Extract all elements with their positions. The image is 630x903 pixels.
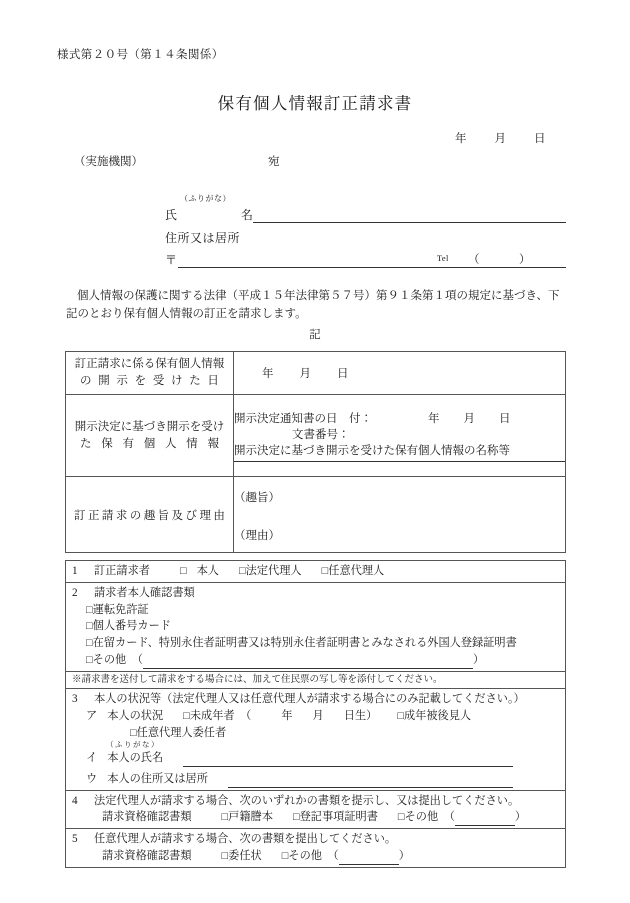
address-input-rule[interactable] xyxy=(178,267,566,268)
item1-number: 1 xyxy=(72,565,78,577)
label-disclosed-personal-info xyxy=(66,395,234,477)
item1-option-statutory-agent: 法定代理人 xyxy=(245,565,302,577)
checkbox-family-register-icon[interactable]: □ xyxy=(221,811,229,824)
checkbox-power-of-attorney-icon[interactable]: □ xyxy=(221,849,229,862)
label-purpose-and-reason: 訂 正 請 求 の 趣 旨 及 び 理 由 xyxy=(66,477,234,553)
item3-option-adult-ward: 成年被後見人 xyxy=(403,709,472,722)
item4-label: 法定代理人が請求する場合、次のいずれかの書類を提示し、又は提出してください。 xyxy=(94,794,520,807)
table-row-disclosure-date xyxy=(66,352,566,395)
item4-doc-label: 請求資格確認書類 xyxy=(102,811,192,824)
checklist-row-3 xyxy=(66,689,566,790)
request-details-table xyxy=(65,351,566,553)
table-row-disclosed-info xyxy=(66,395,566,477)
date-day-label: 日 xyxy=(534,133,546,145)
item2-option-drivers-license: 運転免許証 xyxy=(92,603,149,616)
item3-principal-name-rule[interactable] xyxy=(183,766,513,767)
notice-date-day: 日 xyxy=(499,412,511,425)
item4-other-close-paren: ） xyxy=(514,811,527,824)
checklist-item-statutory-agent-docs xyxy=(66,790,566,829)
item3-label: 本人の状況等（法定代理人又は任意代理人が請求する場合にのみ記載してください。） xyxy=(94,693,525,706)
checklist-row-5 xyxy=(66,829,566,868)
item3-sub-b-marker: イ xyxy=(86,751,98,764)
label-disclosed-personal-info-line2: た 保 有 個 人 情 報 xyxy=(80,437,219,450)
checkbox-mynumber-card-icon[interactable]: □ xyxy=(86,620,93,633)
checklist-item-principal-status xyxy=(66,689,566,790)
field-purpose-and-reason[interactable] xyxy=(234,477,566,553)
submission-date-line xyxy=(455,130,546,146)
item3-option-voluntary-delegator: 任意代理人委任者 xyxy=(136,726,227,739)
checkbox-adult-ward-icon[interactable]: □ xyxy=(397,709,404,722)
item3-option-minor: 未成年者 （ xyxy=(189,709,252,722)
telephone-label: Tel xyxy=(437,253,449,263)
item5-other-input-rule[interactable] xyxy=(339,864,399,865)
field-disclosed-personal-info[interactable] xyxy=(234,395,566,477)
disclosed-info-name-label: 開示決定に基づき開示を受けた保有個人情報の名称等 xyxy=(234,444,510,457)
item3-sub-c-marker: ウ xyxy=(86,772,98,785)
item3-sub-b-row xyxy=(72,750,559,767)
item3-sub-c-label: 本人の住所又は居所 xyxy=(107,772,208,785)
field-disclosure-received-date[interactable] xyxy=(234,352,566,395)
item1-option-self: 本人 xyxy=(196,565,219,577)
disclosure-date-year: 年 xyxy=(262,368,274,380)
item3-principal-address-rule[interactable] xyxy=(228,787,513,788)
document-number-label: 文書番号： xyxy=(292,428,350,441)
item5-other-close-paren: ） xyxy=(398,849,410,862)
checklist-row-2-note xyxy=(66,671,566,688)
checkbox-self-icon[interactable]: □ xyxy=(179,565,187,577)
item2-other-close-paren: ） xyxy=(473,653,485,666)
checklist-item-identity-docs xyxy=(66,582,566,671)
notice-date-label: 開示決定通知書の日 付： xyxy=(234,412,372,425)
item2-option-drivers-license-row xyxy=(72,602,559,619)
item4-option-registry-certificate: 登記事項証明書 xyxy=(299,811,378,824)
label-disclosure-received-date-line1: 訂正請求に係る保有個人情報 xyxy=(74,358,225,371)
checkbox-drivers-license-icon[interactable]: □ xyxy=(86,603,93,616)
item2-other-input-rule[interactable] xyxy=(143,668,473,669)
legal-basis-paragraph: 個人情報の保護に関する法律（平成１５年法律第５７号）第９１条第１項の規定に基づき、下記のとおり保有個人情報の訂正を請求します。 xyxy=(66,290,560,320)
item2-note-cell xyxy=(66,671,566,688)
item5-label: 任意代理人が請求する場合、次の書類を提出してください。 xyxy=(94,833,397,846)
item3-name-furigana-label: （ふりがな） xyxy=(106,740,160,750)
item3-birth-day: 日生） xyxy=(343,709,378,722)
item2-note: ※請求書を送付して請求をする場合には、加えて住民票の写し等を添付してください。 xyxy=(72,674,443,685)
item3-birth-year: 年 xyxy=(281,709,293,722)
item4-options-row xyxy=(72,809,559,826)
name-label xyxy=(165,206,253,223)
item4-other-input-rule[interactable] xyxy=(455,825,515,826)
label-disclosed-personal-info-line1: 開示決定に基づき開示を受け xyxy=(74,420,225,433)
notice-date-year: 年 xyxy=(428,412,440,425)
item1-label: 訂正請求者 xyxy=(94,565,150,577)
notice-date-month: 月 xyxy=(463,412,475,425)
item3-sub-a-label: 本人の状況 xyxy=(107,709,164,722)
checkbox-item4-other-icon[interactable]: □ xyxy=(397,811,405,824)
form-code: 様式第２０号（第１４条関係） xyxy=(57,49,224,61)
disclosure-date-day: 日 xyxy=(337,368,349,380)
label-disclosure-received-date xyxy=(66,352,234,395)
checklist-item-voluntary-agent-docs xyxy=(66,829,566,868)
item3-number: 3 xyxy=(72,693,78,706)
item5-option-power-of-attorney: 委任状 xyxy=(228,849,262,862)
agency-addressee-marker: 宛 xyxy=(268,156,280,168)
checkbox-voluntary-delegator-icon[interactable]: □ xyxy=(130,726,137,739)
item4-option-family-register: 戸籍謄本 xyxy=(228,811,273,824)
label-disclosure-received-date-line2: の 開 示 を 受 け た 日 xyxy=(80,375,219,387)
item3-sub-a-row2 xyxy=(72,725,559,742)
agency-label: （実施機関） xyxy=(74,156,143,168)
item5-option-other: その他 （ xyxy=(288,849,339,862)
disclosure-date-month: 月 xyxy=(299,368,311,380)
checkbox-residence-card-icon[interactable]: □ xyxy=(86,637,93,650)
page-title: 保有個人情報訂正請求書 xyxy=(217,94,413,113)
item5-number: 5 xyxy=(72,833,78,846)
checklist-row-4 xyxy=(66,790,566,829)
item3-birth-month: 月 xyxy=(312,709,324,722)
name-furigana-label: （ふりがな） xyxy=(180,194,231,203)
reason-label: （理由） xyxy=(234,529,280,542)
checklist-table xyxy=(65,560,566,868)
postal-code-mark: 〒 xyxy=(165,253,178,267)
checkbox-minor-icon[interactable]: □ xyxy=(183,709,190,722)
disclosed-info-name-rule[interactable] xyxy=(234,460,565,462)
name-label-char1: 氏 xyxy=(165,208,178,222)
checklist-row-1 xyxy=(66,561,566,583)
item3-sub-b-label: 本人の氏名 xyxy=(107,751,164,764)
checklist-row-2 xyxy=(66,582,566,671)
notice-date-row xyxy=(234,410,565,426)
ki-marker: 記 xyxy=(309,329,321,341)
item2-option-mynumber-card-row xyxy=(72,618,559,635)
checkbox-voluntary-agent-icon[interactable]: □ xyxy=(321,565,329,577)
item2-label: 請求者本人確認書類 xyxy=(94,586,195,599)
item2-option-residence-card: 在留カード、特別永住者証明書又は特別永住者証明書とみなされる外国人登録証明書 xyxy=(92,637,517,650)
item1-option-voluntary-agent: 任意代理人 xyxy=(328,565,385,577)
item3-sub-c-row xyxy=(72,771,559,788)
item2-option-residence-card-row xyxy=(72,635,559,652)
checkbox-other-doc-icon[interactable]: □ xyxy=(86,653,93,666)
checkbox-item5-other-icon[interactable]: □ xyxy=(281,849,289,862)
date-month-label: 月 xyxy=(494,133,506,145)
item5-doc-label: 請求資格確認書類 xyxy=(102,849,192,862)
name-label-char2: 名 xyxy=(240,208,253,222)
item3-sub-a-marker: ア xyxy=(86,709,98,722)
checklist-item-requester xyxy=(66,561,566,583)
item3-sub-a-row xyxy=(72,708,559,725)
item2-number: 2 xyxy=(72,586,78,599)
item2-option-mynumber-card: 個人番号カード xyxy=(92,620,171,633)
name-input-rule[interactable] xyxy=(253,222,566,223)
table-row-purpose-reason xyxy=(66,477,566,553)
item2-option-other: その他 （ xyxy=(92,653,143,666)
telephone-parens: （ ） xyxy=(468,254,545,266)
checkbox-registry-certificate-icon[interactable]: □ xyxy=(292,811,300,824)
item4-option-other: その他 （ xyxy=(404,811,455,824)
item4-number: 4 xyxy=(72,794,78,807)
item5-options-row xyxy=(72,848,559,865)
purpose-label: （趣旨） xyxy=(234,491,280,504)
date-year-label: 年 xyxy=(455,133,467,145)
checkbox-statutory-agent-icon[interactable]: □ xyxy=(239,565,246,577)
item2-option-other-row xyxy=(72,652,559,669)
address-label: 住所又は居所 xyxy=(165,231,241,245)
